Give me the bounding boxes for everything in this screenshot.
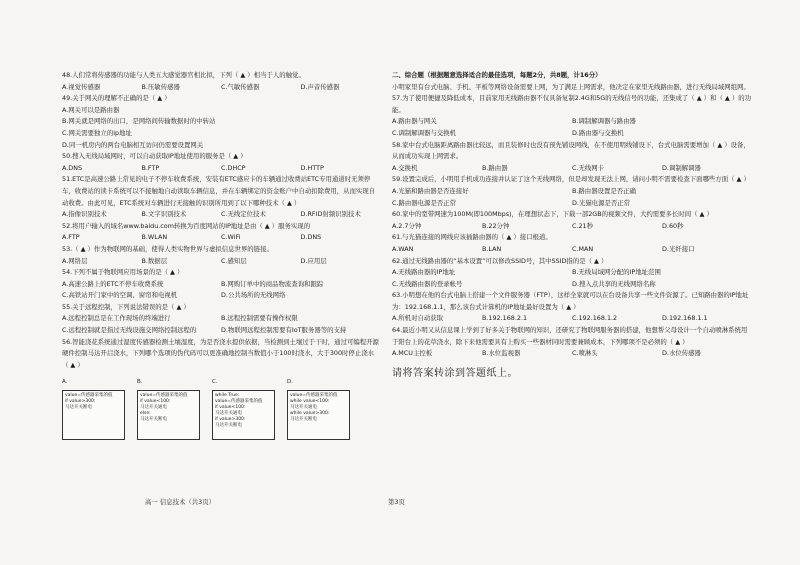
code-option-a — [62, 377, 125, 440]
option: C.WiFi — [221, 233, 241, 242]
option: D.物联网远程控制需要有IoT服务器等的支持 — [221, 326, 347, 335]
q51-text: 51.ETC是高速公路上常见的电子不停车收费系统，安装有ETC感应卡的车辆通过收费站ETC专用通道时无须停车，收费站的读卡系统可以不接触地自动读取车辆信息，并在车辆绑定的资金账户中自动扣除费用，从而实现自动收费。由此可见，ETC系统对车辆进行无接触的识别所用到了以下哪种技术（ ▲ ） — [62, 175, 376, 207]
option: D.RFID射频识别技术 — [300, 210, 361, 219]
option: A.2.7分钟 — [392, 221, 422, 230]
option: C.无线路由器的登录帐号 — [392, 279, 463, 288]
code-line: 马达开关断电 — [215, 423, 242, 429]
right-column — [392, 70, 752, 379]
option: C.气敏传感器 — [221, 82, 260, 91]
code-line: while value<100: — [290, 399, 330, 405]
q63-text: 63.小明想在他的台式电脑上搭建一个文件服务器（FTP），这样全家就可以在台设备共享一些文件资源了。已知路由器的IP地址为：192.168.1.1，那么该台式计算机的IP地址最好设置为（ ▲ ） — [392, 291, 749, 311]
option: B.FTP — [141, 163, 160, 172]
code-line: if value>300: — [215, 417, 246, 423]
code-line: value=传感器采集的值 — [290, 393, 338, 399]
q49-option-c: C.网关需要独立的ip地址 — [62, 128, 132, 137]
option: B.水位监视器 — [482, 349, 521, 358]
q54-text: 54.下列不属于物联网应用场景的是（ ▲ ） — [62, 268, 184, 277]
q64-text: 64.最近小明又从信息课上学到了好多关于物联网的知识，还研究了物联网服务器的搭建，他想帮父母设计一个自动喷淋系统用于阳台上的花草浇水，除下来他需要具有上购买一些器材同时需要兼顾成本，下列哪项不是必须的（ ▲ ） — [392, 326, 748, 346]
option: D.光纤接口 — [662, 244, 695, 253]
q54-options-row1 — [62, 279, 380, 291]
q49-option-b: B.网关就是网络的出口，是网络间传输数据时的中转站 — [62, 117, 216, 126]
option: C.远程控制就是指过无线设施交网络控制远程的 — [62, 326, 197, 335]
option: C.喷淋头 — [572, 349, 598, 358]
q48-options — [62, 82, 380, 94]
option: C.调制解调器与交换机 — [392, 128, 457, 137]
code-box — [137, 390, 200, 440]
q57-options-row1 — [392, 116, 752, 128]
q58-options — [392, 163, 752, 175]
code-line: if value<100: — [140, 399, 171, 405]
option: D.光猫电源是否正常 — [572, 198, 631, 207]
q50-text: 50.搜入无线局域网时，可以自动获取IP地址使用的服务是（ ▲ ） — [62, 152, 247, 161]
option-label: D. — [287, 379, 293, 386]
option: B.无线局域网分配的IP地址范围 — [572, 268, 661, 277]
q55-text: 55.关于远程控制，下列说法错误的是（ ▲ ） — [62, 302, 190, 311]
code-box — [212, 390, 275, 440]
option: D.公共场所的无线网络 — [221, 291, 286, 300]
option: D.路由器与交换机 — [572, 128, 624, 137]
option: B.远程控制需要有操作权限 — [221, 314, 298, 323]
option: A.交换机 — [392, 163, 418, 172]
option: A.视觉传感器 — [62, 82, 101, 91]
footer-subject: 高一 信息技术（共3页） — [145, 498, 216, 506]
option-label: A. — [62, 379, 68, 386]
option: B.路由器设置是否正确 — [572, 186, 636, 195]
option: D.水位传感器 — [662, 349, 701, 358]
option: A.DNS — [62, 163, 83, 172]
code-line: 马达开关断电 — [140, 417, 167, 423]
q52-options — [62, 232, 380, 244]
q52-text: 52.将用户输入的域名www.baidu.com转换为百度网站的IP地址是由（ ▲ ）服务实现的 — [62, 221, 311, 230]
answer-sheet-notice: 请将答案转涂到答题纸上。 — [392, 367, 518, 379]
q54-options-row2 — [62, 290, 380, 302]
q57-text: 57.为了使用便捷及降低成本，目前家用无线路由器不仅具备复制2.4G和5G的无线信号的功能，还集成了（ ▲ ）和（ ▲ ）的功能。 — [392, 94, 751, 114]
code-option-c — [212, 377, 275, 440]
option: A.指像识别技术 — [62, 210, 107, 219]
option: D.192.168.1.1 — [662, 314, 708, 323]
q48-text: 48.人们常将传感器的功能与人类五大感觉器官相比拟，下列（ ▲ ）相当于人的触觉。 — [62, 71, 305, 79]
code-line: value=传感器采集的值 — [65, 393, 113, 399]
q53-text: 53.（ ▲ ）作为物联网的基础，使得人类实物世界与虚拟信息世界的链接。 — [62, 244, 273, 253]
option: D.声音传感器 — [300, 82, 340, 91]
option: D.DNS — [300, 233, 322, 242]
option: C.无线网卡 — [572, 163, 605, 172]
option: D.搜入点共享的无线网络名称 — [572, 279, 656, 288]
intro-text: 小明家里有台式电脑、手机、平板等网络设备需要上网，为了满足上网需求，他决定在家里无线路由器，进行无线局域网组网。 — [392, 82, 750, 91]
code-line: 马达开关断电 — [65, 405, 92, 411]
q61-options — [392, 244, 752, 256]
footer-page-number: 第3页 — [388, 498, 405, 506]
code-line: value=传感器采集的值 — [215, 399, 263, 405]
option: B.路由器 — [482, 163, 508, 172]
code-line: else: — [140, 411, 151, 417]
code-option-b — [137, 377, 200, 440]
q63-options — [392, 313, 752, 325]
option: C.无线定位技术 — [221, 210, 266, 219]
q53-options — [62, 256, 380, 268]
option: B.22分钟 — [482, 221, 510, 230]
option: A.所机对自动获取 — [392, 314, 444, 323]
option: A.FTP — [62, 233, 80, 242]
option: D.60秒 — [662, 221, 684, 230]
option: A.网络层 — [62, 256, 88, 265]
option: A.高速公路上的ETC不停车收费系统 — [62, 279, 164, 288]
q58-text: 58.家中台式电脑距离路由器比较远，而且装修时也没有预先铺设网线，在不使用明线铺设下，台式电脑需要增加（ ▲ ）设备，从而成功实现上网需求。 — [392, 140, 750, 161]
q49-text: 49.关于网关的理解不正确的是（ ▲ ） — [62, 94, 171, 103]
option: B.调制解调器与路由器 — [572, 117, 636, 126]
q62-options-row1 — [392, 267, 752, 279]
option: C.感知层 — [221, 256, 247, 265]
code-line: if value<100: — [215, 405, 246, 411]
option: C.MAN — [572, 244, 594, 253]
q50-options — [62, 163, 380, 175]
code-line: if value>300: — [65, 399, 96, 405]
code-option-d — [287, 377, 350, 440]
q49-option-d: D.同一机房内的两台电脑相互访问仍需要设置网关 — [62, 140, 204, 149]
option: B.数据层 — [141, 256, 168, 265]
q55-options-row2 — [62, 325, 380, 337]
code-line: value=传感器采集的值 — [140, 393, 188, 399]
option: C.192.168.1.2 — [572, 314, 618, 323]
q62-options-row2 — [392, 279, 752, 291]
q56-code-options — [62, 377, 380, 440]
option: B.WLAN — [141, 233, 168, 242]
q59-options-row1 — [392, 186, 752, 198]
q59-options-row2 — [392, 198, 752, 210]
code-line: 马达开关通电 — [140, 405, 167, 411]
option: A.无线路由器的IP地址 — [392, 268, 456, 277]
q57-options-row2 — [392, 128, 752, 140]
option: B.192.168.2.1 — [482, 314, 528, 323]
q62-text: 62.通过无线路由器的“基本设置”可以修改SSID号，其中SSID指的是（ ▲ ） — [392, 256, 608, 265]
q51-options — [62, 209, 380, 221]
option: D.HTTP — [300, 163, 324, 172]
code-line: 马达开关断电 — [290, 417, 317, 423]
option: D.应用层 — [300, 256, 327, 265]
option: D.调制解调器 — [662, 163, 701, 172]
code-line: 马达开关通电 — [215, 411, 242, 417]
code-box — [62, 390, 125, 440]
q59-text: 59.设置完成后，小明用手机成功连接并认证了这个无线网络，但是却发现无法上网，请问小明不需要检查下面哪些方面（ ▲ ） — [392, 175, 750, 184]
q60-options — [392, 221, 752, 233]
option-label: C. — [212, 379, 218, 386]
q61-text: 61.与光猫连接的网线应该插路由器的（ ▲ ）接口根道。 — [392, 233, 552, 242]
section-title: 二、综合题（根据题意选择适合的最佳选项，每题2分，共8题，计16分） — [392, 71, 602, 79]
q49-option-a: A.网关可以是路由器 — [62, 105, 120, 114]
option: C.21秒 — [572, 221, 594, 230]
option: B.网购订单中的商品物流查询和跟踪 — [221, 279, 324, 288]
option: B.LAN — [482, 244, 502, 253]
code-line: while True: — [215, 393, 240, 399]
option: A.路由器与网关 — [392, 117, 437, 126]
code-line: 马达开关通电 — [290, 405, 317, 411]
option: C.DHCP — [221, 163, 246, 172]
option: B.压敏传感器 — [141, 82, 180, 91]
option: C.高铁站开门家中的空调、窗帘和电视机 — [62, 291, 178, 300]
code-line: while value>300: — [290, 411, 330, 417]
q56-text: 56.智能浇花系统通过湿度传感器检测土壤湿度，为是否浇水提供依据，当检测到土壤过于干时，通过可编程开源硬件控制马达开启浇水，下列哪个选项的伪代码可以更准确地控制当数值小于100时浇水，大于300时停止浇水（ ▲ ） — [62, 337, 379, 369]
code-box — [287, 390, 350, 440]
option: A.WAN — [392, 244, 414, 253]
q64-options — [392, 348, 752, 360]
option: A.光猫和路由器是否连接好 — [392, 186, 469, 195]
option: A.MCU主控板 — [392, 349, 433, 358]
left-column — [62, 70, 380, 440]
option: B.文字识别技术 — [141, 210, 187, 219]
option: C.路由器电源是否正常 — [392, 198, 457, 207]
q60-text: 60.家中的宽带网速为100M(即100Mbps)，在理想状态下，下载一部2GB的视频文件，大约需要多长时间（ ▲ ） — [392, 210, 713, 219]
q55-options-row1 — [62, 313, 380, 325]
option: A.远程控制总是在工作现场的终端进行 — [62, 314, 171, 323]
option-label: B. — [137, 379, 143, 386]
